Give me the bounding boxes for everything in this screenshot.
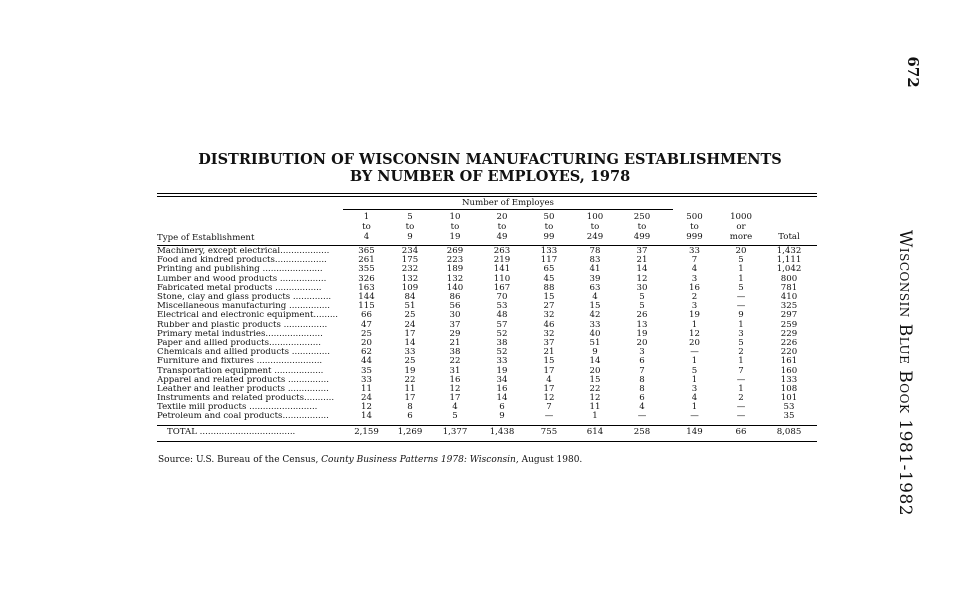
table-cell: 1 — [738, 264, 744, 275]
table-cell: 6 — [499, 402, 505, 413]
table-cell: 70 — [496, 292, 508, 303]
table-cell: 88 — [543, 282, 555, 293]
table-cell: 223 — [446, 255, 464, 266]
table-cell: 1 — [691, 356, 698, 367]
table-cell: 48 — [496, 310, 508, 321]
table-cell: 35 — [783, 411, 795, 422]
source-note — [158, 455, 582, 465]
row-label: Instruments and related products........... — [157, 394, 335, 404]
total-cell: 1,377 — [442, 426, 468, 437]
table-row — [157, 357, 817, 366]
table-cell: 8 — [407, 402, 413, 413]
table-cell: 21 — [449, 337, 461, 348]
table-cell: 1 — [738, 383, 744, 394]
table-cell: 219 — [493, 255, 511, 266]
column-header-row — [157, 213, 817, 243]
table-cell: 14 — [404, 337, 416, 348]
table-cell: 25 — [361, 328, 372, 339]
table-cell: 22 — [589, 383, 601, 394]
table-cell: 9 — [592, 347, 598, 358]
table-cell: 13 — [636, 319, 648, 330]
column-header-line: 999 — [686, 232, 703, 243]
table-cell: 110 — [493, 273, 511, 284]
table-cell: 22 — [449, 356, 461, 367]
table-cell: 141 — [493, 264, 511, 275]
table-cell: 6 — [639, 393, 645, 404]
table-cell: 161 — [780, 356, 798, 367]
table-cell: 7 — [738, 365, 744, 376]
row-label: Transportation equipment .................. — [157, 366, 324, 376]
column-header — [430, 213, 480, 243]
column-header-line: to — [497, 222, 507, 233]
table-cell: 35 — [361, 365, 372, 376]
table-cell: 65 — [543, 264, 555, 275]
running-head: Wisconsin Blue Book 1981-1982 — [895, 229, 915, 517]
table-cell: 20 — [689, 337, 700, 348]
column-header — [616, 213, 668, 243]
table-row — [157, 284, 817, 293]
table-cell: 27 — [543, 301, 555, 312]
table-cell: 12 — [543, 393, 555, 404]
column-header-line: 1000 — [730, 212, 752, 223]
table-cell: 101 — [780, 393, 798, 404]
table-cell: 16 — [496, 383, 508, 394]
table-cell: 140 — [446, 282, 464, 293]
column-header-line: to — [544, 222, 554, 233]
table-cell: 5 — [691, 365, 698, 376]
table-cell: 26 — [636, 310, 648, 321]
table-cell: 12 — [361, 402, 372, 413]
table-cell: 3 — [691, 383, 698, 394]
table-cell: 2 — [738, 347, 744, 358]
table-cell: 33 — [496, 356, 508, 367]
table-cell: — — [544, 411, 554, 422]
column-header-line: to — [450, 222, 460, 233]
table-cell: 19 — [496, 365, 508, 376]
table-cell: 11 — [404, 383, 416, 394]
table-cell: 24 — [361, 393, 372, 404]
table-cell: 17 — [404, 328, 416, 339]
table-cell: 17 — [543, 365, 555, 376]
table-cell: 31 — [449, 365, 461, 376]
source-suffix: August 1980. — [518, 455, 583, 465]
total-cell: 2,159 — [354, 426, 379, 437]
table-cell: 326 — [358, 273, 375, 284]
table-cell: 14 — [361, 411, 372, 422]
table-cell: 1 — [738, 319, 744, 330]
table-cell: 1 — [738, 273, 744, 284]
table-row — [157, 385, 817, 394]
column-header-line: 499 — [633, 232, 651, 243]
row-label: Paper and allied products................... — [157, 338, 321, 348]
table-cell: 5 — [738, 282, 744, 293]
table-cell: 34 — [496, 374, 508, 385]
table-cell: 410 — [780, 292, 798, 303]
table-cell: 19 — [404, 365, 416, 376]
column-header — [524, 213, 574, 243]
table-cell: 33 — [404, 347, 416, 358]
table-cell: 20 — [636, 337, 648, 348]
column-header-line: to — [362, 222, 371, 233]
table-cell: 4 — [546, 374, 552, 385]
column-header — [343, 213, 390, 243]
table-cell: 41 — [589, 264, 601, 275]
column-header-line: or — [736, 222, 746, 233]
column-header-line: 49 — [496, 232, 508, 243]
table-cell: 9 — [738, 310, 744, 321]
total-cell: 755 — [540, 426, 558, 437]
table-cell: 234 — [401, 246, 419, 257]
column-header — [668, 213, 721, 243]
table-cell: 4 — [691, 264, 698, 275]
table-cell: 8 — [639, 383, 645, 394]
table-cell: 11 — [361, 383, 372, 394]
row-label: Food and kindred products................... — [157, 256, 327, 266]
table-cell: 19 — [636, 328, 648, 339]
column-header-line: 100 — [586, 212, 604, 223]
table-cell: 325 — [780, 301, 798, 312]
column-header-line: to — [405, 222, 415, 233]
table-cell: 33 — [689, 246, 700, 257]
table-cell: 132 — [401, 273, 419, 284]
column-header-line: 10 — [449, 212, 461, 223]
table-cell: 40 — [589, 328, 601, 339]
row-label: Petroleum and coal products................. — [157, 412, 329, 422]
table-cell: 7 — [639, 365, 645, 376]
table-row — [157, 367, 817, 376]
table-cell: 33 — [361, 374, 372, 385]
table-cell: 220 — [780, 347, 798, 358]
table-cell: 9 — [499, 411, 505, 422]
column-header-line: 50 — [543, 212, 555, 223]
group-header: Number of Employes — [343, 199, 673, 211]
table-cell: 297 — [780, 310, 798, 321]
table-cell: 259 — [780, 319, 798, 330]
column-header-line: to — [637, 222, 647, 233]
table-cell: 30 — [449, 310, 461, 321]
table-cell: 109 — [401, 282, 419, 293]
column-header-line: 5 — [407, 212, 413, 223]
table-cell: 189 — [446, 264, 464, 275]
table-bottom-rule — [157, 441, 817, 442]
row-label: Lumber and wood products ................. — [157, 274, 327, 284]
column-header-line: 1 — [363, 212, 370, 223]
column-header-line: Total — [778, 232, 800, 243]
page-subtitle: BY NUMBER OF EMPLOYES, 1978 — [349, 168, 631, 185]
table-cell: 229 — [780, 328, 798, 339]
table-cell: 4 — [691, 393, 698, 404]
table-cell: 15 — [589, 374, 601, 385]
table-cell: 17 — [543, 383, 555, 394]
total-cell: 1,438 — [489, 426, 515, 437]
table-cell: 3 — [691, 273, 698, 284]
column-header-line — [761, 213, 817, 223]
column-header-line: 9 — [407, 232, 413, 243]
table-cell: 4 — [592, 292, 598, 303]
table-cell: 15 — [543, 356, 555, 367]
table-cell: 84 — [404, 292, 416, 303]
table-cell: 52 — [496, 328, 508, 339]
column-header-line: to — [590, 222, 600, 233]
table-cell: 44 — [361, 356, 372, 367]
table-cell: 78 — [589, 246, 601, 257]
type-header: Type of Establishment — [157, 232, 255, 243]
column-header-line: 250 — [633, 212, 651, 223]
table-cell: 20 — [589, 365, 601, 376]
table-cell: 4 — [452, 402, 458, 413]
table-cell: 56 — [449, 301, 461, 312]
table-cell: 1,111 — [776, 255, 802, 266]
table-cell: 781 — [780, 282, 798, 293]
row-label: Leather and leather products ............... — [157, 384, 329, 394]
table-cell: 19 — [689, 310, 700, 321]
row-label: Chemicals and allied products .............. — [157, 348, 330, 358]
table-row — [157, 394, 817, 403]
table-cell: 32 — [543, 328, 555, 339]
table-cell: 7 — [546, 402, 552, 413]
table-cell: 5 — [452, 411, 458, 422]
table-cell: 53 — [783, 402, 795, 413]
table-cell: 14 — [636, 264, 648, 275]
table-cell: 12 — [689, 328, 700, 339]
total-cell: 614 — [586, 426, 604, 437]
table-cell: 20 — [735, 246, 747, 257]
column-header — [721, 213, 761, 243]
table-cell: — — [637, 411, 647, 422]
table-cell: 12 — [589, 393, 601, 404]
table-cell: 269 — [446, 246, 464, 257]
table-top-rule — [157, 193, 817, 197]
table-cell: — — [736, 402, 746, 413]
table-cell: 1 — [738, 356, 744, 367]
row-label: Furniture and fixtures ........................ — [157, 357, 323, 367]
table-cell: 86 — [449, 292, 461, 303]
table-cell: 800 — [780, 273, 798, 284]
header-rule — [157, 245, 817, 246]
table-cell: 355 — [358, 264, 375, 275]
table-cell: 175 — [401, 255, 419, 266]
table-cell: 16 — [449, 374, 461, 385]
table-cell: 29 — [449, 328, 461, 339]
table-cell: 66 — [361, 310, 372, 321]
table-cell: 160 — [780, 365, 798, 376]
table-cell: 133 — [780, 374, 798, 385]
table-cell: 51 — [404, 301, 416, 312]
total-cell: 1,269 — [397, 426, 423, 437]
page-title: DISTRIBUTION OF WISCONSIN MANUFACTURING ESTABLISHMENTS — [198, 151, 782, 168]
employment-table — [157, 193, 817, 442]
table-cell: 133 — [540, 246, 558, 257]
table-cell: — — [690, 411, 699, 422]
table-cell: — — [736, 301, 746, 312]
table-cell: 14 — [589, 356, 601, 367]
table-row — [157, 275, 817, 284]
table-row — [157, 348, 817, 357]
source-prefix: Source: U.S. Bureau of the Census, — [158, 455, 322, 465]
table-cell: 5 — [639, 292, 645, 303]
table-row — [157, 302, 817, 311]
table-cell: — — [736, 411, 746, 422]
table-cell: 22 — [404, 374, 416, 385]
table-cell: 132 — [446, 273, 464, 284]
table-cell: 14 — [496, 393, 508, 404]
table-cell: 1,042 — [776, 264, 802, 275]
table-cell: 12 — [636, 273, 648, 284]
table-cell: 8 — [639, 374, 645, 385]
table-row — [157, 339, 817, 348]
table-cell: — — [690, 347, 699, 358]
table-cell: 16 — [689, 282, 700, 293]
table-row — [157, 321, 817, 330]
table-cell: 51 — [589, 337, 601, 348]
table-cell: 62 — [361, 347, 372, 358]
table-row — [157, 256, 817, 265]
table-cell: 1 — [691, 319, 698, 330]
row-label: Stone, clay and glass products .............. — [157, 293, 332, 303]
column-header-line: 20 — [496, 212, 508, 223]
column-header-line: 19 — [449, 232, 461, 243]
table-row — [157, 311, 817, 320]
column-header-line: 500 — [686, 212, 703, 223]
table-cell: 42 — [589, 310, 601, 321]
table-cell: 11 — [589, 402, 601, 413]
table-cell: 37 — [636, 246, 648, 257]
table-cell: 25 — [404, 310, 416, 321]
total-cell: 149 — [686, 426, 703, 437]
table-cell: 1 — [691, 402, 698, 413]
table-cell: 117 — [540, 255, 558, 266]
table-cell: 17 — [449, 393, 461, 404]
table-cell: 261 — [358, 255, 375, 266]
table-cell: 144 — [358, 292, 375, 303]
table-cell: 15 — [589, 301, 601, 312]
table-cell: 5 — [738, 337, 744, 348]
table-cell: 3 — [738, 328, 744, 339]
table-row — [157, 330, 817, 339]
table-row — [157, 412, 817, 421]
column-header-line: 99 — [543, 232, 555, 243]
row-label: Textile mill products ......................... — [157, 403, 318, 413]
table-body — [157, 247, 817, 422]
column-header — [574, 213, 616, 243]
table-cell: 5 — [738, 255, 744, 266]
table-row — [157, 403, 817, 412]
table-cell: — — [736, 292, 746, 303]
row-label: Electrical and electronic equipment......... — [157, 311, 339, 321]
total-row — [157, 426, 817, 440]
table-cell: 33 — [589, 319, 601, 330]
table-row — [157, 247, 817, 256]
row-label: Miscellaneous manufacturing ............... — [157, 302, 330, 312]
table-cell: 24 — [404, 319, 416, 330]
table-cell: 32 — [543, 310, 555, 321]
total-cell: 258 — [633, 426, 651, 437]
table-cell: 108 — [780, 383, 798, 394]
column-header-line: 249 — [586, 232, 604, 243]
column-header — [480, 213, 524, 243]
table-cell: 30 — [636, 282, 648, 293]
column-header — [390, 213, 430, 243]
table-cell: 57 — [496, 319, 508, 330]
table-cell: 21 — [543, 347, 555, 358]
table-cell: — — [736, 374, 746, 385]
table-cell: 37 — [449, 319, 461, 330]
row-label: Fabricated metal products ................. — [157, 283, 322, 293]
table-cell: 365 — [358, 246, 375, 257]
table-cell: 6 — [407, 411, 413, 422]
table-cell: 38 — [496, 337, 508, 348]
table-cell: 37 — [543, 337, 555, 348]
table-cell: 12 — [449, 383, 461, 394]
column-header-line: more — [729, 232, 753, 243]
total-cell: 66 — [735, 426, 747, 437]
table-cell: 3 — [691, 301, 698, 312]
table-cell: 226 — [780, 337, 798, 348]
table-row — [157, 293, 817, 302]
table-cell: 1 — [592, 411, 598, 422]
table-cell: 38 — [449, 347, 461, 358]
table-cell: 6 — [639, 356, 645, 367]
table-cell: 17 — [404, 393, 416, 404]
table-cell: 46 — [543, 319, 555, 330]
row-label: Apparel and related products ............... — [157, 375, 329, 385]
table-cell: 167 — [493, 282, 511, 293]
table-cell: 115 — [358, 301, 375, 312]
row-label: Machinery, except electrical.................. — [157, 247, 330, 257]
table-cell: 163 — [358, 282, 375, 293]
table-cell: 83 — [589, 255, 601, 266]
source-title: County Business Patterns 1978: Wisconsin, — [321, 455, 519, 465]
table-cell: 4 — [639, 402, 645, 413]
table-cell: 232 — [401, 264, 419, 275]
row-label: Printing and publishing ...................... — [157, 265, 323, 275]
table-cell: 52 — [496, 347, 508, 358]
table-cell: 47 — [361, 319, 372, 330]
table-cell: 263 — [493, 246, 511, 257]
page-number: 672 — [904, 56, 922, 88]
table-cell: 3 — [639, 347, 645, 358]
total-cell: 8,085 — [776, 426, 802, 437]
row-label: Rubber and plastic products ................ — [157, 320, 328, 330]
table-cell: 39 — [589, 273, 601, 284]
table-cell: 53 — [496, 301, 508, 312]
table-cell: 1,432 — [776, 246, 802, 257]
table-cell: 5 — [639, 301, 645, 312]
column-header — [761, 213, 817, 243]
table-cell: 21 — [636, 255, 648, 266]
table-cell: 2 — [691, 292, 698, 303]
column-header-line: 4 — [363, 232, 370, 243]
table-row — [157, 265, 817, 274]
table-cell: 7 — [691, 255, 698, 266]
table-cell: 1 — [691, 374, 698, 385]
table-row — [157, 376, 817, 385]
row-label: Primary metal industries..................... — [157, 329, 323, 339]
column-header-line: to — [690, 222, 699, 233]
total-label: TOTAL ................................... — [167, 426, 296, 437]
table-cell: 15 — [543, 292, 555, 303]
table-cell: 20 — [361, 337, 372, 348]
table-cell: 25 — [404, 356, 416, 367]
table-cell: 63 — [589, 282, 601, 293]
table-cell: 2 — [738, 393, 744, 404]
table-cell: 45 — [543, 273, 555, 284]
